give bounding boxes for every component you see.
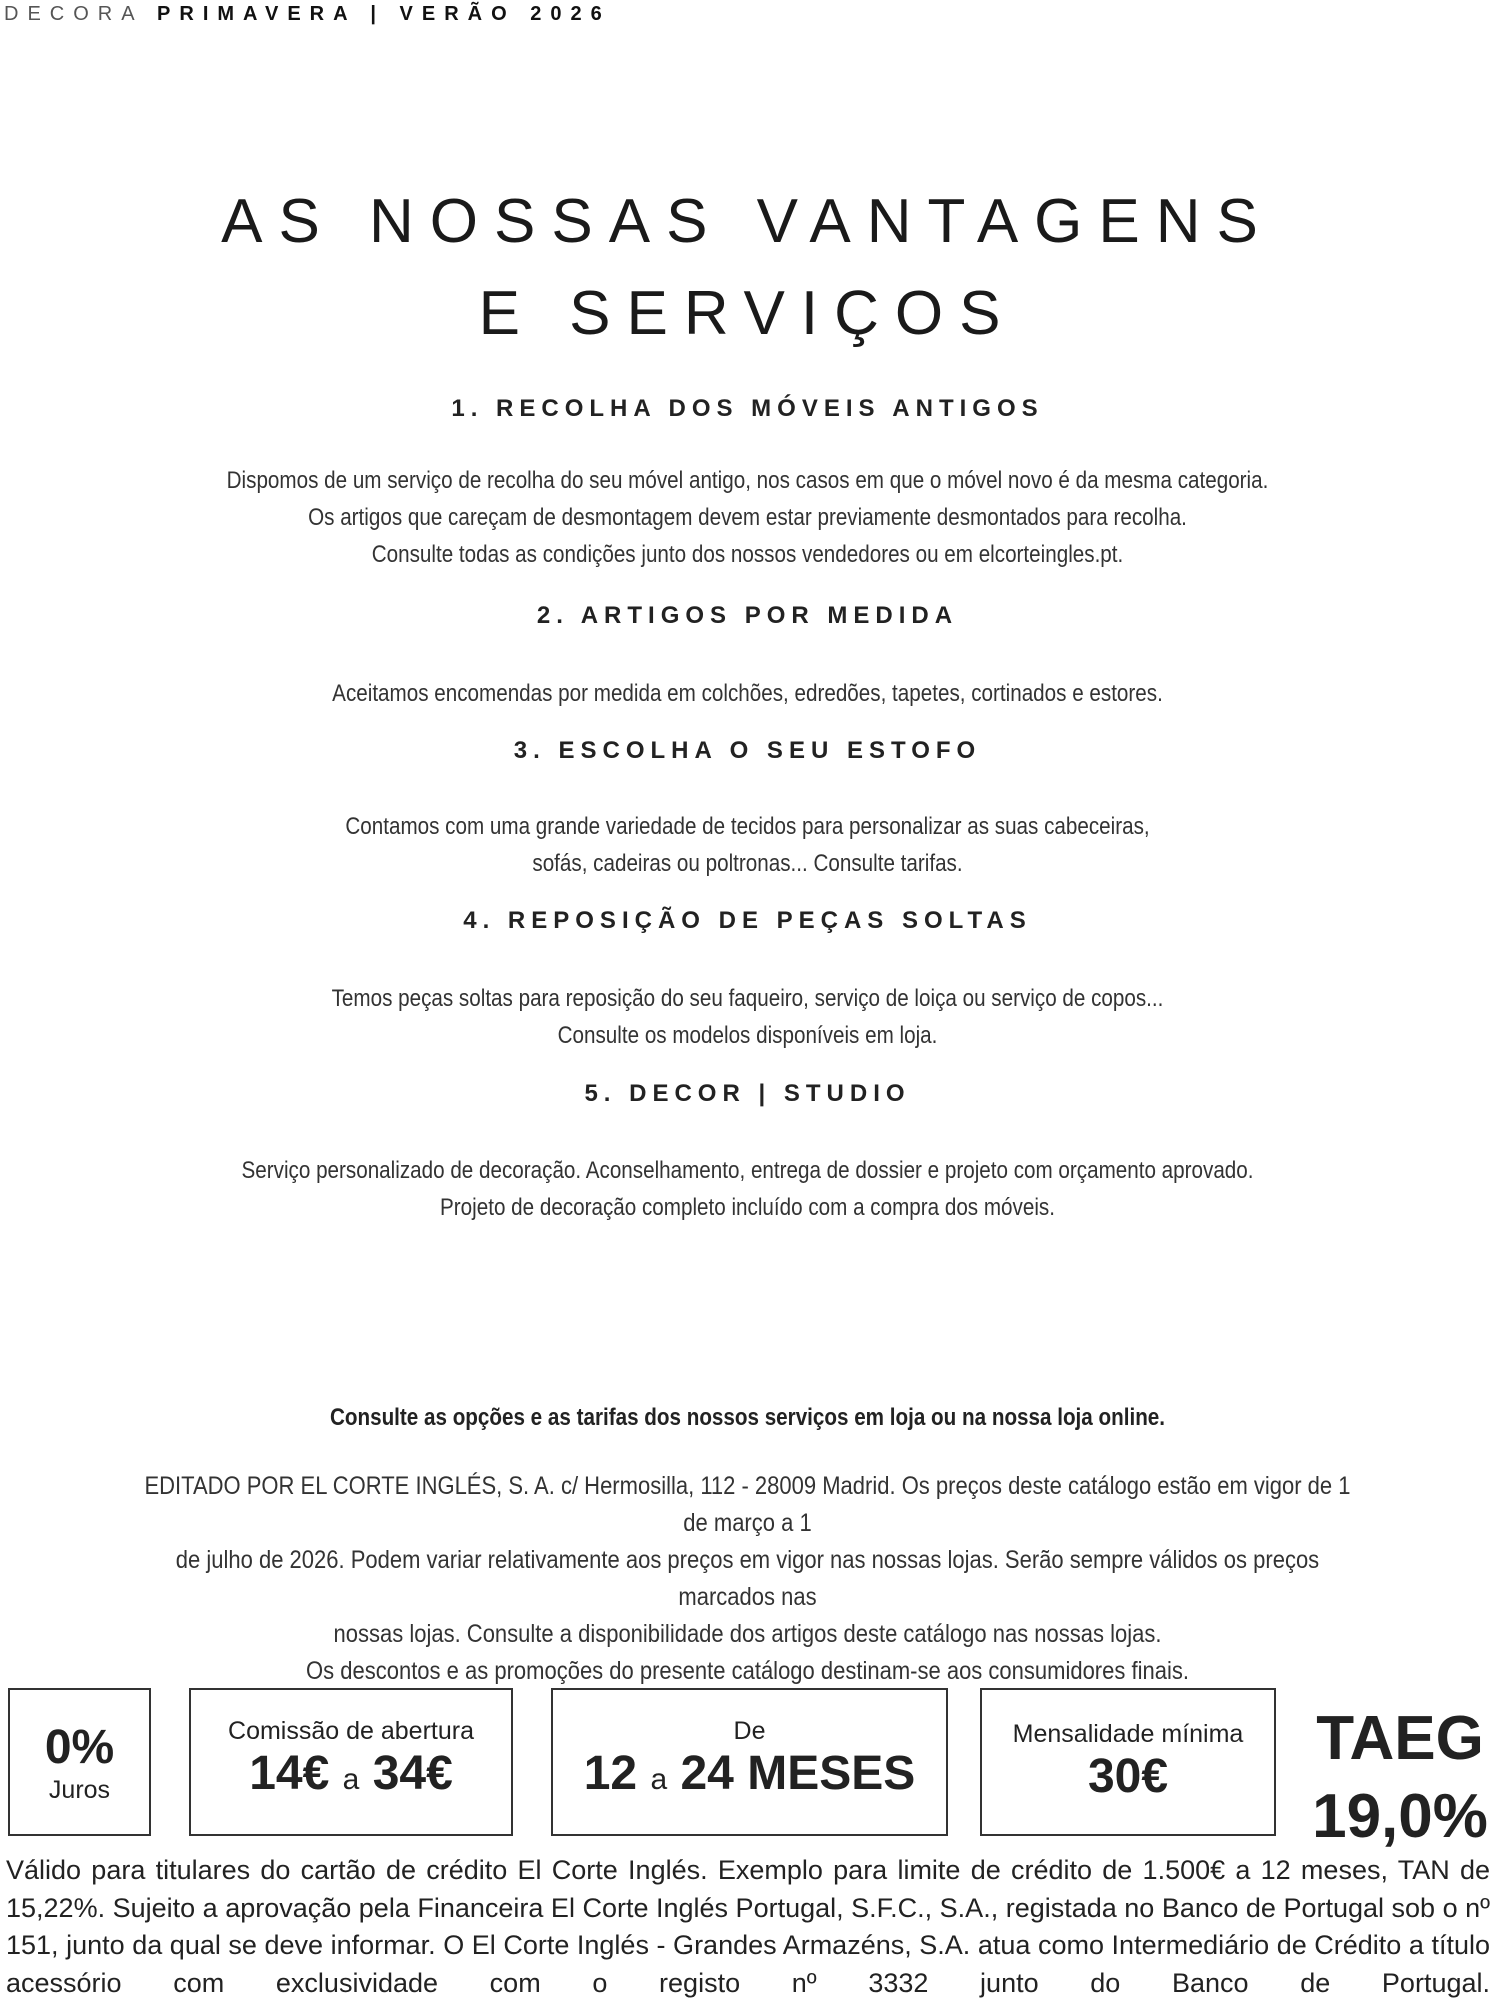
title-line-2: E SERVIÇOS — [478, 279, 1017, 348]
section-text: Aceitamos encomendas por medida em colchões, edredões, tapetes, cortinados e estores. — [332, 680, 1163, 707]
fee-sep: a — [342, 1762, 360, 1796]
section-text: sofás, cadeiras ou poltronas... Consulte tarifas. — [532, 850, 963, 877]
publisher-line: EDITADO POR EL CORTE INGLÉS, S. A. c/ Hermosilla, 112 - 28009 Madrid. Os preços deste catálogo estão em vigor de 1 de março a 1 — [144, 1472, 1351, 1537]
section-text: Consulte os modelos disponíveis em loja. — [557, 1022, 938, 1049]
publisher-line: nossas lojas. Consulte a disponibilidade dos artigos deste catálogo nas nossas lojas. — [333, 1620, 1162, 1648]
interest-box — [8, 1688, 151, 1836]
section-text: Contamos com uma grande variedade de tecidos para personalizar as suas cabeceiras, — [345, 813, 1150, 840]
opening-fee-label: Comissão de abertura — [228, 1716, 474, 1745]
publisher-line: de julho de 2026. Podem variar relativamente aos preços em vigor nas nossas lojas. Serão sempre válidos os preços marcados nas — [175, 1546, 1320, 1611]
title-line-1: AS NOSSAS VANTAGENS — [221, 187, 1274, 256]
interest-label: Juros — [48, 1775, 111, 1804]
term-box — [551, 1688, 948, 1836]
brand-label: DECORA — [4, 3, 143, 25]
section-heading: 2. ARTIGOS POR MEDIDA — [536, 602, 959, 629]
consult-note: Consulte as opções e as tarifas dos nossos serviços em loja ou na nossa loja online. — [329, 1404, 1166, 1431]
section-text: Os artigos que careçam de desmontagem devem estar previamente desmontados para recolha. — [308, 504, 1187, 531]
service-section-1 — [0, 394, 1495, 573]
publisher-note — [143, 1468, 1353, 1690]
section-heading: 3. ESCOLHA O SEU ESTOFO — [513, 737, 982, 764]
fee-to: 34€ — [372, 1746, 453, 1800]
section-heading: 5. DECOR | STUDIO — [584, 1080, 911, 1107]
section-heading: 4. REPOSIÇÃO DE PEÇAS SOLTAS — [463, 907, 1032, 934]
section-text: Projeto de decoração completo incluído com a compra dos móveis. — [440, 1194, 1055, 1221]
term-label: De — [733, 1716, 766, 1745]
monthly-min-value: 30€ — [1087, 1749, 1169, 1803]
credit-footnote: Válido para titulares do cartão de crédito El Corte Inglés. Exemplo para limite de crédito de 1.500€ a 12 meses, TAN de 15,22%. Sujeito a aprovação pela Financeira El Corte Inglés Portugal, S.F.C., S.A., registada no Banco de Portugal sob o nº 151, junto da qual se deve informar. O El Corte Inglés - Grandes Armazéns, S.A. atua como Intermediário de Crédito a título acessório com exclusividade com o registo nº 3332 junto do Banco de Portugal. — [6, 1855, 1490, 1998]
monthly-min-box — [980, 1688, 1276, 1836]
taeg-label: TAEG — [1316, 1704, 1484, 1773]
service-section-3 — [0, 736, 1495, 882]
service-section-4 — [0, 906, 1495, 1054]
catalog-header — [4, 0, 611, 28]
section-text: Dispomos de um serviço de recolha do seu móvel antigo, nos casos em que o móvel novo é da mesma categoria. — [226, 467, 1269, 494]
section-text: Serviço personalizado de decoração. Aconselhamento, entrega de dossier e projeto com orçamento aprovado. — [241, 1157, 1254, 1184]
service-section-5 — [0, 1079, 1495, 1226]
taeg-block — [1310, 1700, 1490, 1856]
service-section-2 — [0, 601, 1495, 712]
page-title — [0, 176, 1495, 360]
fee-from: 14€ — [249, 1746, 330, 1800]
section-text: Temos peças soltas para reposição do seu faqueiro, serviço de loiça ou serviço de copos... — [331, 985, 1164, 1012]
monthly-min-label: Mensalidade mínima — [1012, 1719, 1244, 1748]
section-heading: 1. RECOLHA DOS MÓVEIS ANTIGOS — [451, 395, 1044, 422]
interest-value: 0% — [44, 1720, 115, 1774]
publisher-line: Os descontos e as promoções do presente catálogo destinam-se aos consumidores finais. — [306, 1657, 1189, 1685]
opening-fee-box — [189, 1688, 513, 1836]
section-text: Consulte todas as condições junto dos nossos vendedores ou em elcorteingles.pt. — [371, 541, 1124, 568]
term-to: 24 MESES — [680, 1746, 916, 1800]
term-from: 12 — [583, 1746, 638, 1800]
taeg-value: 19,0% — [1312, 1782, 1488, 1851]
term-sep: a — [650, 1762, 668, 1796]
season-label: PRIMAVERA | VERÃO 2026 — [157, 3, 611, 25]
